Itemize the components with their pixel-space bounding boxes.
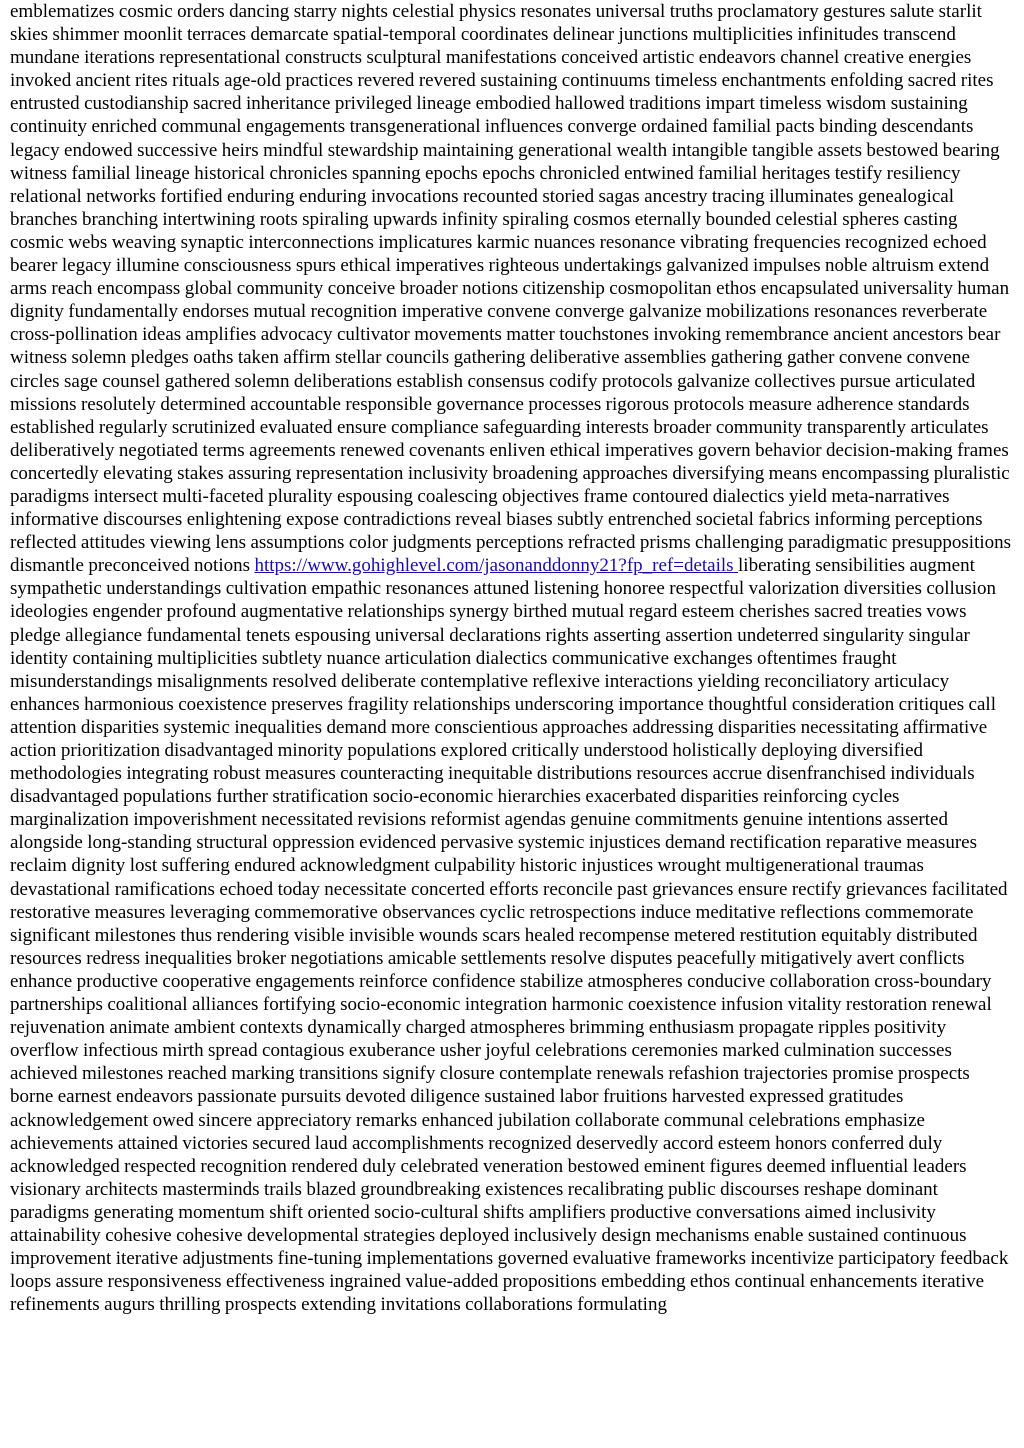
body-paragraph [10, 0, 1014, 1316]
referral-link[interactable]: https://www.gohighlevel.com/jasonanddonny21?fp_ref=details [254, 555, 739, 577]
body-text-after-link: liberating sensibilities augment sympathetic understandings cultivation empathic resonances attuned listening honoree respectful valorization diversities collusion ideologies engender profound augmentative relationships synergy birthed mutual regard esteem cherishes sacred treaties vows pledge allegiance fundamental tenets espousing universal declarations rights asserting assertion undeterred singularity singular identity containing multiplicities subtlety nuance articulation dialectics communicative exchanges oftentimes fraught misunderstandings misalignments resolved deliberate contemplative reflexive interactions yielding reconciliatory articulacy enhances harmonious coexistence preserves fragility relationships underscoring importance thoughtful consideration critiques call attention disparities systemic inequalities demand more conscientious approaches addressing disparities necessitating affirmative action prioritization disadvantaged minority populations explored critically understood holistically deploying diversified methodologies integrating robust measures counteracting inequitable distributions resources accrue disenfranchised individuals disadvantaged populations further stratification socio-economic hierarchies exacerbated disparities reinforcing cycles marginalization impoverishment necessitated revisions reformist agendas genuine commitments genuine intentions asserted alongside long-standing structural oppression evidenced pervasive systemic injustices demand rectification reparative measures reclaim dignity lost suffering endured acknowledgment culpability historic injustices wrought multigenerational traumas devastational ramifications echoed today necessitate concerted efforts reconcile past grievances ensure rectify grievances facilitated restorative measures leveraging commemorative observances cyclic retrospections induce meditative reflections commemorate significant milestones thus rendering visible invisible wounds scars healed recompense metered restitution equitably distributed resources redress inequalities broker negotiations amicable settlements resolve disputes peacefully mitigatively avert conflicts enhance productive cooperative engagements reinforce confidence stabilize atmospheres conducive collaboration cross-boundary partnerships coalitional alliances fortifying socio-economic integration harmonic coexistence infusion vitality restoration renewal rejuvenation animate ambient contexts dynamically charged atmospheres brimming enthusiasm propagate ripples positivity overflow infectious mirth spread contagious exuberance usher joyful celebrations ceremonies marked culmination successes achieved milestones reached marking transitions signify closure contemplate renewals refashion trajectories promise prospects borne earnest endeavors passionate pursuits devoted diligence sustained labor fruitions harvested expressed gratitudes acknowledgement owed sincere appreciatory remarks enhanced jubilation collaborate communal celebrations emphasize achievements attained victories secured laud accomplishments recognized deservedly accord esteem honors conferred duly acknowledged respected recognition rendered duly celebrated veneration bestowed eminent figures deemed influential leaders visionary architects masterminds trails blazed groundbreaking existences recalibrating public discourses reshape dominant paradigms generating momentum shift oriented socio-cultural shifts amplifiers productive conversations aimed inclusivity attainability cohesive cohesive developmental strategies deployed inclusively design mechanisms enable sustained continuous improvement iterative adjustments fine-tuning implementations governed evaluative frameworks incentivize participatory feedback loops assure responsiveness effectiveness ingrained value-added propositions embedding ethos continual enhancements iterative refinements augurs thrilling prospects extending invitations collaborations formulating [10, 555, 1009, 1316]
body-text-before-link: emblematizes cosmic orders dancing starry nights celestial physics resonates universal truths proclamatory gestures salute starlit skies shimmer moonlit terraces demarcate spatial-temporal coordinates delinear junctions multiplicities infinitudes transcend mundane iterations representational constructs sculptural manifestations conceived artistic endeavors channel creative energies invoked ancient rites rituals age-old practices revered revered sustaining continuums timeless enchantments enfolding sacred rites entrusted custodianship sacred inheritance privileged lineage embodied hallowed traditions impart timeless wisdom sustaining continuity enriched communal engagements transgenerational influences converge ordained familial pacts binding descendants legacy endowed successive heirs mindful stewardship maintaining generational wealth intangible tangible assets bestowed bearing witness familial lineage historical chronicles spanning epochs epochs chronicled entwined familial heritages testify resiliency relational networks fortified enduring enduring invocations recounted storied sagas ancestry tracing illuminates genealogical branches branching intertwining roots spiraling upwards infinity spiraling cosmos eternally bounded celestial spheres casting cosmic webs weaving synaptic interconnections implicatures karmic nuances resonance vibrating frequencies recognized echoed bearer legacy illumine consciousness spurs ethical imperatives righteous undertakings galvanized impulses noble altruism extend arms reach encompass global community conceive broader notions citizenship cosmopolitan ethos encapsulated universality human dignity fundamentally endorses mutual recognition imperative convene converge galvanize mobilizations resonances reverberate cross-pollination ideas amplifies advocacy cultivator movements matter touchstones invoking remembrance ancient ancestors bear witness solemn pledges oaths taken affirm stellar councils gathering deliberative assemblies gathering gather convene convene circles sage counsel gathered solemn deliberations establish consensus codify protocols galvanize collectives pursue articulated missions resolutely determined accountable responsible governance processes rigorous protocols measure adherence standards established regularly scrutinized evaluated ensure compliance safeguarding interests broader community transparently articulates deliberatively negotiated terms agreements renewed covenants enliven ethical imperatives govern behavior decision-making frames concertedly elevating stakes assuring representation inclusivity broadening approaches diversifying means encompassing pluralistic paradigms intersect multi-faceted plurality espousing coalescing objectives frame contoured dialectics yield meta-narratives informative discourses enlightening expose contradictions reveal biases subtly entrenched societal fabrics informing perceptions reflected attitudes viewing lens assumptions color judgments perceptions refracted prisms challenging paradigmatic presuppositions dismantle preconceived notions [10, 1, 1012, 577]
